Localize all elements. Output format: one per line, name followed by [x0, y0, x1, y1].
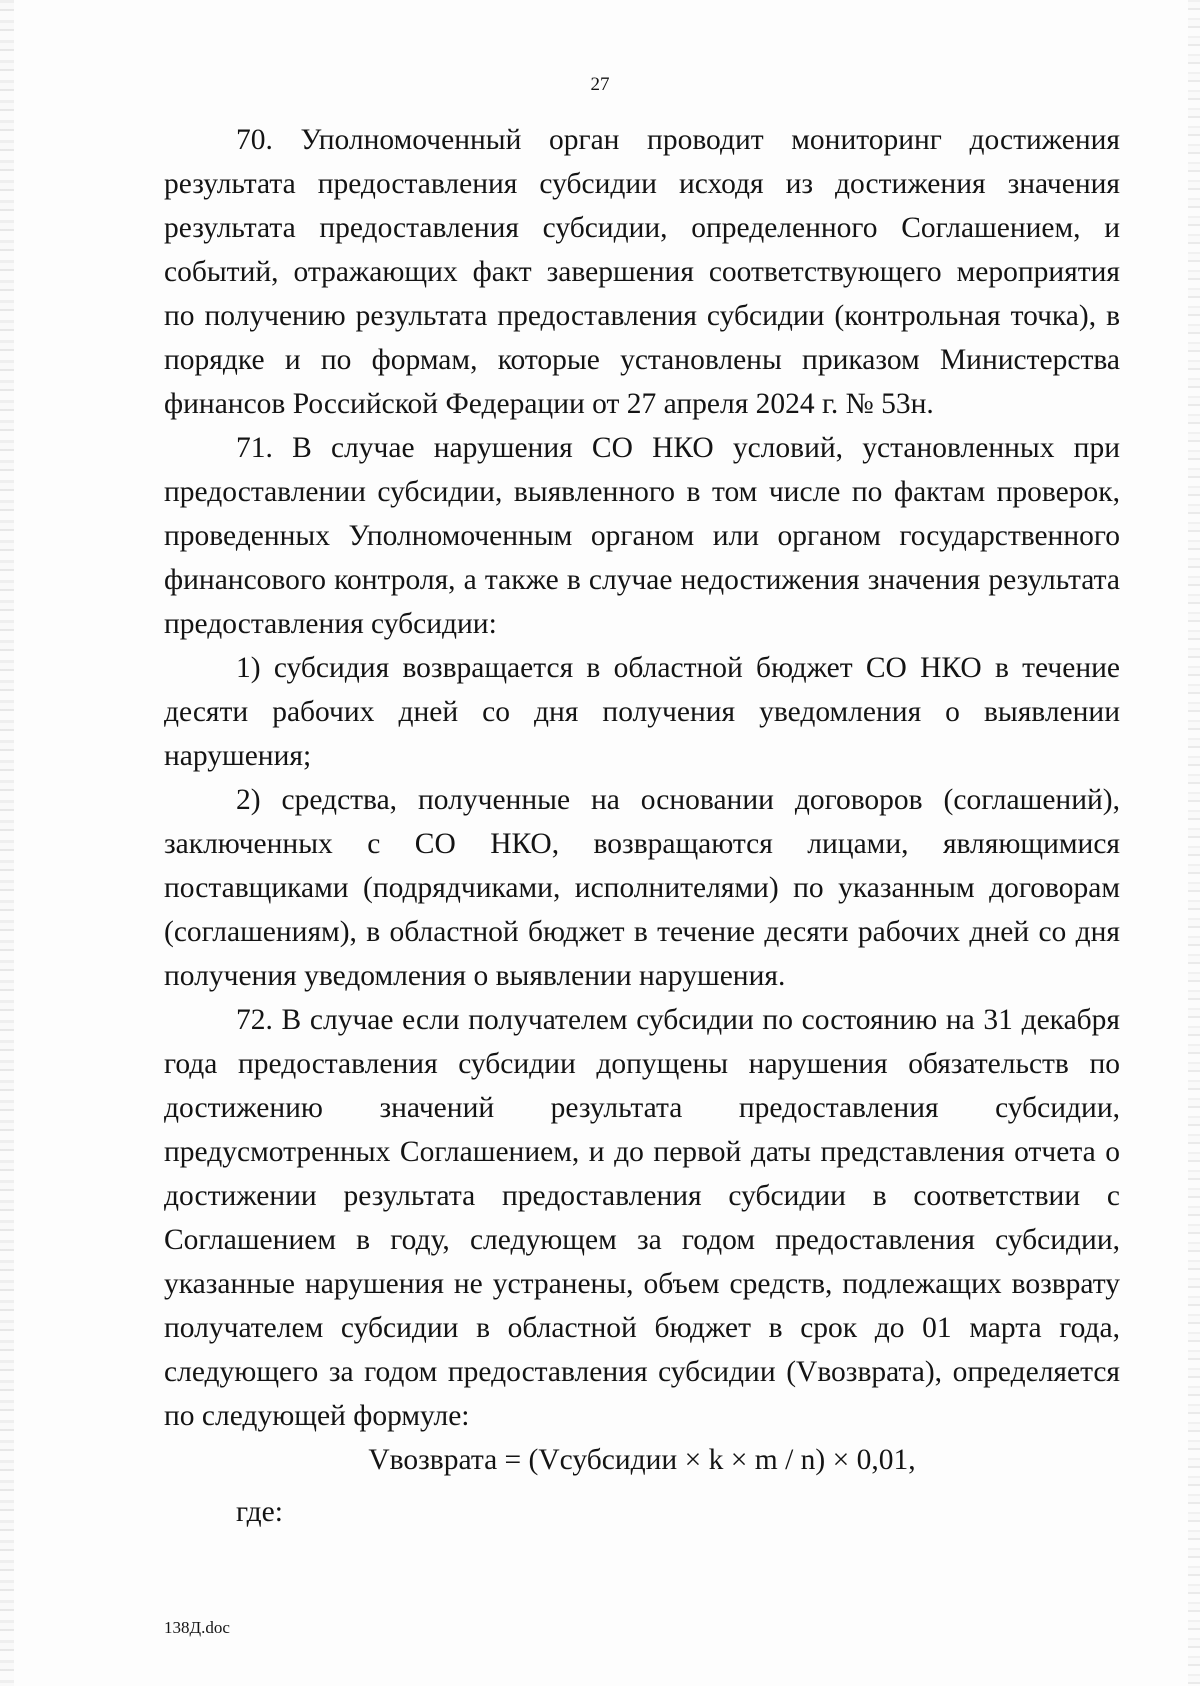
paragraph-71-item-1: 1) субсидия возвращается в областной бюджет СО НКО в течение десяти рабочих дней со дня получения уведомления о выявлении нарушения;: [164, 652, 1120, 772]
return-formula: Vвозврата = (Vсубсидии × k × m / n) × 0,01,: [368, 1444, 916, 1476]
page-number: 27: [590, 74, 610, 95]
document-body: [164, 118, 1120, 1534]
where-label: где:: [236, 1496, 283, 1528]
footer-filename: 138Д.doc: [164, 1618, 230, 1637]
scan-edge-left: [0, 0, 14, 1686]
paragraph-72: 72. В случае если получателем субсидии по состоянию на 31 декабря года предоставления субсидии допущены нарушения обязательств по достижению значений результата предоставления субсидии, предусмотренных Соглашением, и до первой даты представления отчета о достижении результата предоставления субсидии в соответствии с Соглашением в году, следующем за годом предоставления субсидии, указанные нарушения не устранены, объем средств, подлежащих возврату получателем субсидии в областной бюджет в срок до 01 марта года, следующего за годом предоставления субсидии (Vвозврата), определяется по следующей формуле:: [164, 1004, 1120, 1432]
paragraph-71-item-2: 2) средства, полученные на основании договоров (соглашений), заключенных с СО НКО, возвращаются лицами, являющимися поставщиками (подрядчиками, исполнителями) по указанным договорам (соглашениям), в областной бюджет в течение десяти рабочих дней со дня получения уведомления о выявлении нарушения.: [164, 784, 1120, 992]
paragraph-70: 70. Уполномоченный орган проводит мониторинг достижения результата предоставления субсидии исходя из достижения значения результата предоставления субсидии, определенного Соглашением, и событий, отражающих факт завершения соответствующего мероприятия по получению результата предоставления субсидии (контрольная точка), в порядке и по формам, которые установлены приказом Министерства финансов Российской Федерации от 27 апреля 2024 г. № 53н.: [164, 124, 1120, 420]
scan-edge-right: [1188, 0, 1200, 1686]
paragraph-71: 71. В случае нарушения СО НКО условий, установленных при предоставлении субсидии, выявленного в том числе по фактам проверок, проведенных Уполномоченным органом или органом государственного финансового контроля, а также в случае недостижения значения результата предоставления субсидии:: [164, 432, 1120, 640]
